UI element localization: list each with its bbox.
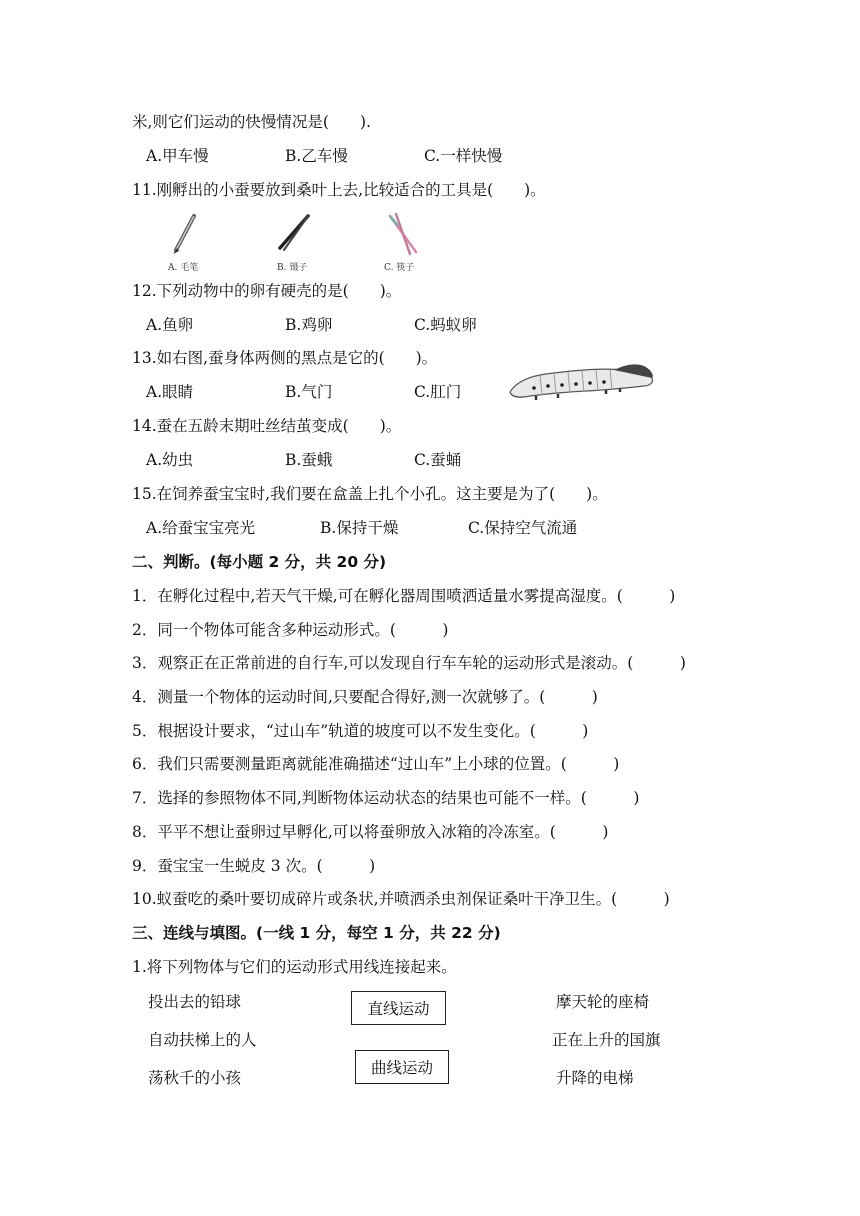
question-12-option-a: A.鱼卵 [146, 316, 194, 334]
motion-type-box-linear: 直线运动 [351, 991, 446, 1025]
tweezers-icon [274, 212, 314, 256]
matching-question-text: 1.将下列物体与它们的运动形式用线连接起来。 [132, 958, 457, 976]
question-15-option-a: A.给蚕宝宝亮光 [146, 519, 256, 537]
question-14-text: 14.蚕在五龄末期吐丝结茧变成( )。 [132, 417, 402, 435]
question-12-option-c: C.蚂蚁卵 [414, 316, 477, 334]
judge-item-1: 1．在孵化过程中,若天气干燥,可在孵化器周围喷洒适量水雾提高湿度。( ) [132, 587, 676, 605]
matching-right-item-1: 摩天轮的座椅 [556, 993, 650, 1011]
judge-item-5: 5．根据设计要求，“过山车”轨道的坡度可以不发生变化。( ) [132, 722, 589, 740]
tool-label-tweezers: B. 镊子 [277, 263, 308, 273]
judge-item-10: 10.蚁蚕吃的桑叶要切成碎片或条状,并喷洒杀虫剂保证桑叶干净卫生。( ) [132, 890, 670, 908]
matching-left-item-2: 自动扶梯上的人 [148, 1031, 257, 1049]
judge-item-6: 6．我们只需要测量距离就能准确描述“过山车”上小球的位置。( ) [132, 755, 620, 773]
matching-right-item-3: 升降的电梯 [556, 1069, 634, 1087]
judge-item-8: 8．平平不想让蚕卵过早孵化,可以将蚕卵放入冰箱的冷冻室。( ) [132, 823, 609, 841]
judge-item-2: 2．同一个物体可能含多种运动形式。( ) [132, 621, 449, 639]
section-3-heading: 三、连线与填图。(一线 1 分，每空 1 分，共 22 分) [132, 924, 501, 942]
question-10-text: 米,则它们运动的快慢情况是( ). [132, 113, 371, 131]
question-15-option-b: B.保持干燥 [320, 519, 399, 537]
question-12-option-b: B.鸡卵 [285, 316, 333, 334]
question-11-text: 11.刚孵出的小蚕要放到桑叶上去,比较适合的工具是( )。 [132, 181, 546, 199]
question-10-option-b: B.乙车慢 [285, 147, 348, 165]
matching-left-item-3: 荡秋千的小孩 [148, 1069, 242, 1087]
matching-left-item-1: 投出去的铅球 [148, 993, 242, 1011]
question-10-option-a: A.甲车慢 [146, 147, 209, 165]
question-10-option-c: C.一样快慢 [424, 147, 503, 165]
brush-icon [168, 212, 202, 256]
question-14-option-a: A.幼虫 [146, 451, 194, 469]
section-2-heading: 二、判断。(每小题 2 分，共 20 分) [132, 553, 387, 571]
tool-label-chopsticks: C. 筷子 [384, 263, 415, 273]
chopsticks-icon [384, 212, 424, 258]
question-13-option-c: C.肛门 [414, 383, 462, 401]
judge-item-9: 9．蚕宝宝一生蜕皮 3 次。( ) [132, 857, 376, 875]
judge-item-4: 4．测量一个物体的运动时间,只要配合得好,测一次就够了。( ) [132, 688, 598, 706]
question-15-text: 15.在饲养蚕宝宝时,我们要在盒盖上扎个小孔。这主要是为了( )。 [132, 485, 608, 503]
judge-item-7: 7．选择的参照物体不同,判断物体运动状态的结果也可能不一样。( ) [132, 789, 640, 807]
question-13-text: 13.如右图,蚕身体两侧的黑点是它的( )。 [132, 349, 438, 367]
question-15-option-c: C.保持空气流通 [468, 519, 578, 537]
tool-label-brush: A. 毛笔 [168, 263, 199, 273]
question-13-option-a: A.眼睛 [146, 383, 194, 401]
matching-right-item-2: 正在上升的国旗 [552, 1031, 661, 1049]
motion-type-box-curved: 曲线运动 [355, 1050, 449, 1084]
question-13-option-b: B.气门 [285, 383, 333, 401]
question-14-option-b: B.蚕蛾 [285, 451, 333, 469]
silkworm-icon [506, 358, 656, 402]
judge-item-3: 3．观察正在正常前进的自行车,可以发现自行车车轮的运动形式是滚动。( ) [132, 654, 686, 672]
question-12-text: 12.下列动物中的卵有硬壳的是( )。 [132, 282, 402, 300]
question-14-option-c: C.蚕蛹 [414, 451, 462, 469]
